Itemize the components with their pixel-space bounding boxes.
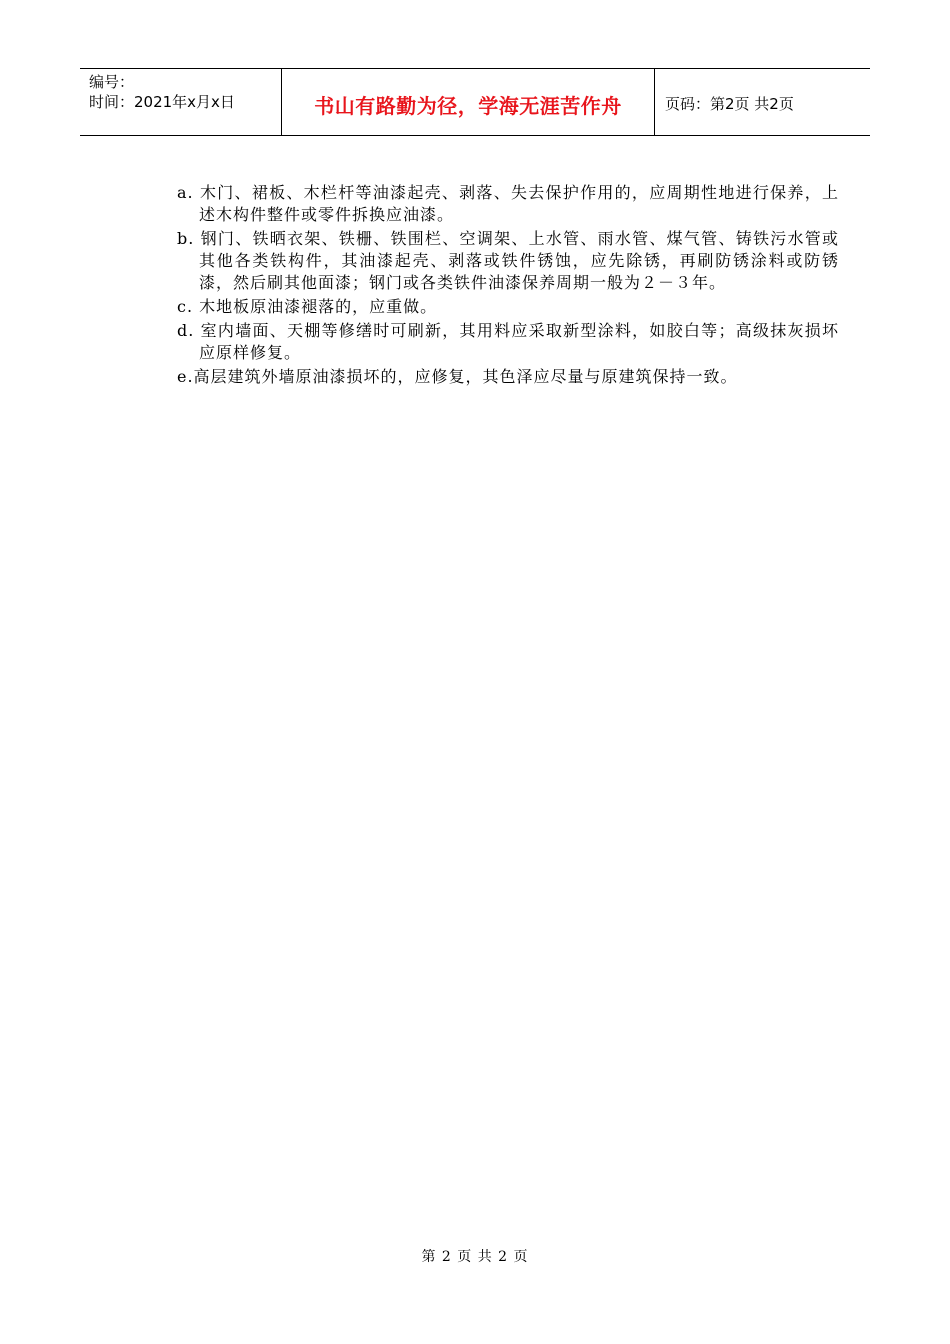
list-item-c: c. 木地板原油漆褪落的，应重做。 — [177, 297, 438, 316]
document-date-label: 时间：2021年x月x日 — [89, 93, 235, 111]
list-item-d: d. 室内墙面、天棚等修缮时可刷新，其用料应采取新型涂料，如胶白等；高级抹灰损坏应原样修复。 — [177, 321, 839, 362]
document-body — [177, 182, 839, 390]
header-meta-cell — [80, 69, 282, 135]
header-page-cell — [655, 69, 870, 135]
document-header — [80, 68, 870, 136]
page-footer: 第 2 页 共 2 页 — [421, 1249, 529, 1265]
list-item-b: b. 钢门、铁晒衣架、铁栅、铁围栏、空调架、上水管、雨水管、煤气管、铸铁污水管或其他各类铁构件，其油漆起壳、剥落或铁件锈蚀，应先除锈，再刷防锈涂料或防锈漆，然后刷其他面漆；钢门或各类铁件油漆保养周期一般为２－３年。 — [177, 229, 839, 292]
list-item-e: e.高层建筑外墙原油漆损坏的，应修复，其色泽应尽量与原建筑保持一致。 — [177, 367, 738, 386]
list-item-a: a. 木门、裙板、木栏杆等油漆起壳、剥落、失去保护作用的，应周期性地进行保养，上述木构件整件或零件拆换应油漆。 — [177, 183, 839, 224]
header-motto: 书山有路勤为径，学海无涯苦作舟 — [314, 93, 622, 118]
header-motto-cell — [282, 69, 655, 135]
document-number-label: 编号： — [89, 73, 135, 91]
header-page-info: 页码：第2页 共2页 — [665, 94, 794, 113]
